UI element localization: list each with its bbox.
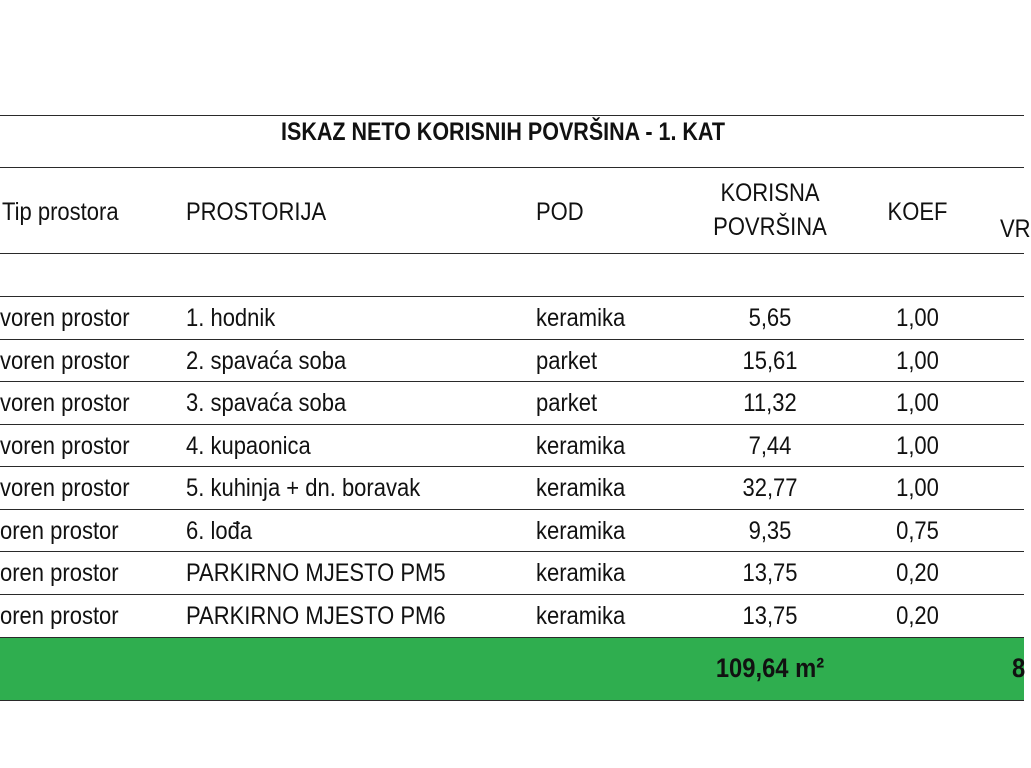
cell-korisna-povrsina: 5,65: [748, 304, 792, 332]
cell-koef: 1,00: [896, 432, 939, 460]
row-rule: [0, 339, 1024, 340]
row-rule: [0, 594, 1024, 595]
total-povrsina: 109,64 m²: [715, 653, 825, 683]
cell-korisna-povrsina: 7,44: [748, 432, 792, 460]
total-partial-value: 8: [1012, 653, 1026, 683]
table-title: ISKAZ NETO KORISNIH POVRŠINA - 1. KAT: [281, 118, 725, 146]
cell-prostorija: 5. kuhinja + dn. boravak: [186, 474, 421, 502]
cell-koef: 0,20: [896, 602, 939, 630]
cell-prostorija: 4. kupaonica: [186, 432, 311, 460]
cell-korisna-povrsina: 13,75: [742, 559, 798, 587]
row-rule: [0, 381, 1024, 382]
header-rule: [0, 253, 1024, 254]
row-rule: [0, 551, 1024, 552]
cell-korisna-povrsina: 13,75: [742, 602, 798, 630]
header-pod: POD: [536, 198, 584, 226]
cell-pod: keramika: [536, 517, 626, 545]
cell-korisna-povrsina: 9,35: [748, 517, 792, 545]
table-top-rule: [0, 115, 1024, 116]
cell-tip-prostora: oren prostor: [0, 602, 119, 630]
row-rule: [0, 424, 1024, 425]
header-prostorija: PROSTORIJA: [186, 198, 327, 226]
cell-prostorija: 2. spavaća soba: [186, 347, 347, 375]
cell-koef: 1,00: [896, 347, 939, 375]
header-tip-prostora: Tip prostora: [2, 198, 119, 226]
cell-prostorija: PARKIRNO MJESTO PM6: [186, 602, 446, 630]
cell-pod: keramika: [536, 474, 626, 502]
cell-pod: keramika: [536, 304, 626, 332]
row-rule: [0, 509, 1024, 510]
cell-prostorija: 1. hodnik: [186, 304, 276, 332]
cell-tip-prostora: oren prostor: [0, 517, 119, 545]
cell-korisna-povrsina: 15,61: [742, 347, 798, 375]
header-korisna-line2: POVRŠINA: [713, 213, 827, 241]
total-row: [0, 637, 1024, 701]
header-vr-partial: VR: [1000, 215, 1031, 243]
cell-koef: 1,00: [896, 474, 939, 502]
title-rule: [0, 167, 1024, 168]
row-rule: [0, 466, 1024, 467]
cell-pod: keramika: [536, 559, 626, 587]
cell-tip-prostora: voren prostor: [0, 474, 130, 502]
header-korisna-line1: KORISNA: [720, 179, 820, 207]
cell-pod: parket: [536, 347, 598, 375]
cell-korisna-povrsina: 32,77: [742, 474, 798, 502]
cell-koef: 1,00: [896, 389, 939, 417]
cell-prostorija: 6. lođa: [186, 517, 253, 545]
cell-tip-prostora: voren prostor: [0, 347, 130, 375]
cell-koef: 0,75: [896, 517, 939, 545]
cell-korisna-povrsina: 11,32: [743, 389, 797, 417]
cell-pod: parket: [536, 389, 598, 417]
cell-tip-prostora: voren prostor: [0, 432, 130, 460]
cell-tip-prostora: voren prostor: [0, 389, 130, 417]
cell-koef: 0,20: [896, 559, 939, 587]
cell-tip-prostora: voren prostor: [0, 304, 130, 332]
header-koef: KOEF: [887, 198, 948, 226]
cell-tip-prostora: oren prostor: [0, 559, 119, 587]
cell-pod: keramika: [536, 602, 626, 630]
cell-prostorija: 3. spavaća soba: [186, 389, 347, 417]
cell-prostorija: PARKIRNO MJESTO PM5: [186, 559, 446, 587]
row-rule: [0, 296, 1024, 297]
cell-koef: 1,00: [896, 304, 939, 332]
cell-pod: keramika: [536, 432, 626, 460]
